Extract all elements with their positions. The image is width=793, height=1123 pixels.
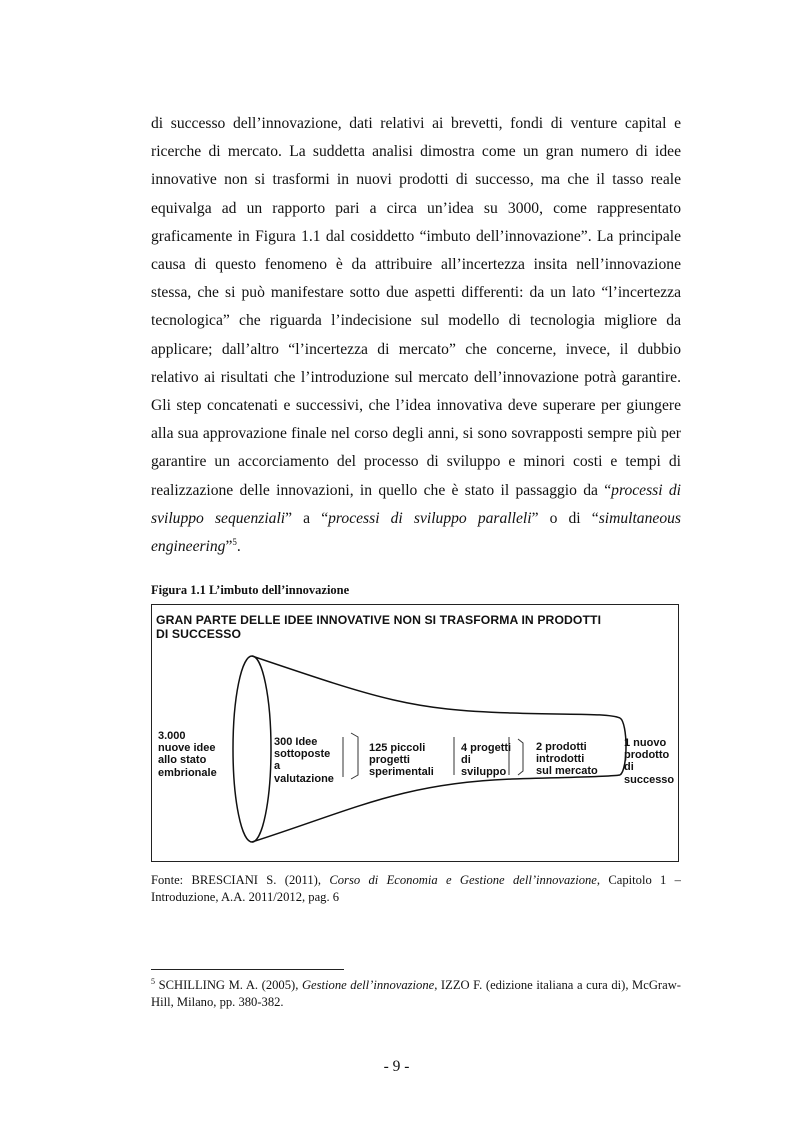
page-number: - 9 -	[383, 1058, 410, 1075]
stage-text-line: 300 Idee	[274, 736, 318, 748]
footnote-divider	[151, 969, 344, 970]
stage-text-line: a	[274, 760, 281, 773]
body-text-part: ” o di “	[531, 509, 599, 527]
figure-source	[151, 872, 681, 906]
stage-text-line: sul mercato	[536, 765, 598, 778]
stage-text-line: embrionale	[158, 766, 217, 779]
stage-text-line: 2 prodotti	[536, 741, 587, 753]
stage-text-line: sottoposte	[274, 748, 331, 761]
body-text-part: di successo dell’innovazione, dati relativi ai brevetti, fondi di venture capital e ricerche di mercato. La suddetta analisi dimostra come un gran numero di idee innovative non si trasformi in nuovi prodotti di successo, ma che il tasso reale equivalga ad un rapporto pari a circa un’idea su 3000, come rappresentato graficamente in Figura 1.1 dal cosiddetto “imbuto dell’innovazione”. La principale causa di questo fenomeno è da attribuire all’incertezza insita nell’innovazione stessa, che si può manifestare sotto due aspetti differenti: da un lato “l’incertezza tecnologica” che riguarda l’indecisione sul modello di tecnologia migliore da applicare; dall’altro “l’incertezza di mercato” che concerne, invece, il dubbio relativo ai risultati che l’introduzione sul mercato dell’innovazione potrà garantire. Gli step concatenati e successivi, che l’idea innovativa deve superare per giungere alla sua approvazione finale nel corso degli anni, si sono sovrapposti sempre più per garantire un accorciamento del processo di sviluppo e minori costi e tempi di realizzazione delle innovazioni, in quello che è stato il passaggio da “	[151, 115, 681, 499]
figure-title-line: DI SUCCESSO	[156, 627, 242, 641]
stage-text-line: introdotti	[536, 753, 585, 766]
stage-text-line: successo	[624, 773, 675, 786]
body-italic-term: simultaneous engineering	[151, 509, 681, 556]
footnote-reference[interactable]: 5	[232, 537, 237, 548]
body-text-part: ” a “	[285, 509, 329, 527]
funnel-upper-edge	[252, 656, 620, 718]
funnel-stage-5	[536, 741, 598, 778]
body-italic-term: processi di sviluppo paralleli	[328, 509, 532, 527]
stage-text-line: allo stato	[158, 754, 207, 767]
stage-text-line: 125 piccoli	[369, 742, 426, 754]
stage-text-line: sviluppo	[461, 766, 507, 779]
footnote-title: Gestione dell’innovazione	[301, 978, 435, 992]
footnote-text: , IZZO F. (edizione italiana a cura di), McGraw-Hill, Milano, pp. 380-382.	[151, 978, 682, 1009]
stage-text-line: prodotto	[624, 749, 670, 762]
stage-text-line: nuove idee	[158, 742, 216, 755]
funnel-mouth	[233, 656, 271, 842]
stage-text-line: 4 progetti	[461, 742, 512, 754]
stage-separator-1-arrow	[351, 733, 358, 779]
stage-text-line: 3.000	[158, 730, 186, 742]
body-italic-term: processi di sviluppo sequenziali	[151, 481, 681, 527]
stage-separator-3-arrow	[518, 739, 523, 775]
footnote	[151, 977, 681, 1011]
funnel-stage-1	[158, 730, 217, 779]
footnote-number: 5	[151, 977, 155, 986]
stage-text-line: progetti	[369, 754, 410, 767]
body-paragraph	[151, 110, 681, 561]
stage-text-line: di	[624, 761, 634, 774]
stage-text-line: sperimentali	[369, 766, 434, 779]
figure-caption: Figura 1.1 L’imbuto dell’innovazione	[151, 583, 350, 597]
funnel-figure	[151, 604, 679, 862]
body-text-part: .	[236, 538, 241, 556]
source-text: Fonte: BRESCIANI S. (2011),	[151, 873, 330, 887]
source-text: , Capitolo 1 – Introduzione, A.A. 2011/2012, pag. 6	[151, 873, 681, 904]
figure-title-line: GRAN PARTE DELLE IDEE INNOVATIVE NON SI TRASFORMA IN PRODOTTI	[156, 613, 602, 627]
stage-text-line: di	[461, 754, 471, 767]
funnel-stage-2	[274, 736, 334, 785]
footnote-text: SCHILLING M. A. (2005),	[155, 978, 302, 992]
source-title: Corso di Economia e Gestione dell’innovazione	[329, 873, 597, 887]
funnel-stage-3	[369, 742, 434, 779]
body-text-part: ”	[225, 538, 233, 556]
stage-text-line: valutazione	[274, 772, 334, 785]
funnel-stage-4	[461, 742, 511, 779]
funnel-stage-6	[624, 737, 674, 786]
stage-text-line: 1 nuovo	[624, 737, 667, 749]
funnel-diagram	[152, 605, 680, 863]
